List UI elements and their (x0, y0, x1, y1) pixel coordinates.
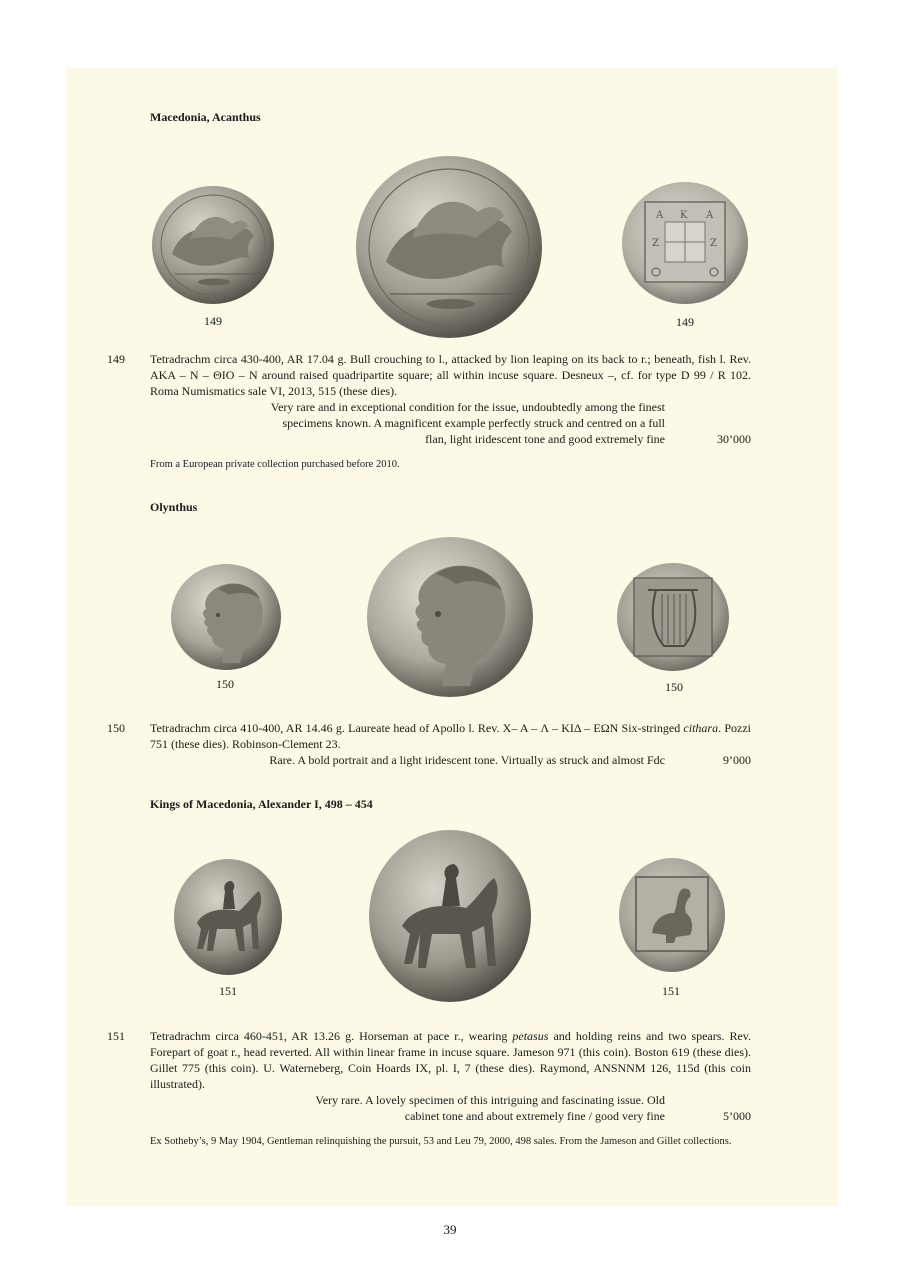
coin-150-obverse-label: 150 (216, 677, 234, 691)
section-heading-olynthus: Olynthus (150, 500, 198, 514)
coin-149-obverse-image (150, 184, 276, 306)
lot-provenance: Ex Sotheby’s, 9 May 1904, Gentleman relinquishing the pursuit, 53 and Leu 79, 2000, 498 sales. From the Jameson and Gillet collections. (150, 1136, 732, 1147)
coin-150-reverse-image (616, 562, 730, 672)
coin-150-enlargement-image (366, 536, 534, 698)
section-heading-alexander-i: Kings of Macedonia, Alexander I, 498 – 454 (150, 797, 373, 811)
inscription-letter: Α (656, 210, 664, 221)
inscription-letter: Ζ (710, 238, 717, 249)
coin-151-obverse-image (173, 857, 283, 977)
coin-149-reverse-image (620, 180, 750, 306)
lot-number: 149 (107, 352, 125, 366)
lot-number: 150 (107, 721, 125, 735)
lot-description: Tetradrachm circa 430-400, AR 17.04 g. Bull crouching to l., attacked by lion leaping on its back to r.; beneath, fish l. Rev. AKA – N – ΘΙΟ – N around raised quadripartite square; all within incuse square. Desneux –, cf. for type D 99 / R 102. Roma Numismatics sale VI, 2013, 515 (these dies). (150, 352, 751, 398)
lot-condition: Rare. A bold portrait and a light iridescent tone. Virtually as struck and almost Fdc (269, 753, 665, 767)
coin-151-reverse-image (618, 857, 726, 973)
lot-condition: Very rare and in exceptional condition for the issue, undoubtedly among the finest specimens known. A magnificent example perfectly struck and centred on a full flan, light iridescent tone and good extremely fine (270, 400, 665, 446)
lot-condition: Very rare. A lovely specimen of this intriguing and fascinating issue. Old cabinet tone and about extremely fine / good very fine (315, 1093, 665, 1123)
section-heading-acanthus: Macedonia, Acanthus (150, 110, 261, 124)
coin-151-reverse-label: 151 (662, 984, 680, 998)
coin-151-obverse-label: 151 (219, 984, 237, 998)
coin-150-obverse-image (170, 563, 282, 671)
inscription-letter: Α (706, 210, 714, 221)
lot-price: 5’000 (723, 1109, 751, 1123)
coin-149-enlargement-image (354, 154, 544, 340)
lot-price: 30’000 (717, 432, 751, 446)
inscription-letter: Κ (680, 210, 688, 221)
lot-number: 151 (107, 1029, 125, 1043)
coin-149-reverse-label: 149 (676, 315, 694, 329)
coin-151-enlargement-image (368, 828, 532, 1004)
coin-149-obverse-label: 149 (204, 314, 222, 328)
coin-150-reverse-label: 150 (665, 680, 683, 694)
inscription-letter: Ζ (652, 238, 659, 249)
lot-price: 9’000 (723, 753, 751, 767)
lot-description: Tetradrachm circa 460-451, AR 13.26 g. Horseman at pace r., wearing petasus and holding reins and two spears. Rev. Forepart of goat r., head reverted. All within linear frame in incuse square. Jameson 971 (this coin). Boston 619 (these dies). Gillet 775 (this coin). U. Waterneberg, Coin Hoards IX, pl. I, 7 (these dies). Raymond, ANSNNM 126, 115d (this coin illustrated). (150, 1029, 752, 1091)
page-number: 39 (443, 1222, 457, 1237)
lot-description: Tetradrachm circa 410-400, AR 14.46 g. Laureate head of Apollo l. Rev. X– A – Λ – KIΔ – EΩN Six-stringed cithara. Pozzi 751 (these dies). Robinson-Clement 23. (150, 721, 751, 751)
lot-provenance: From a European private collection purchased before 2010. (150, 459, 400, 470)
